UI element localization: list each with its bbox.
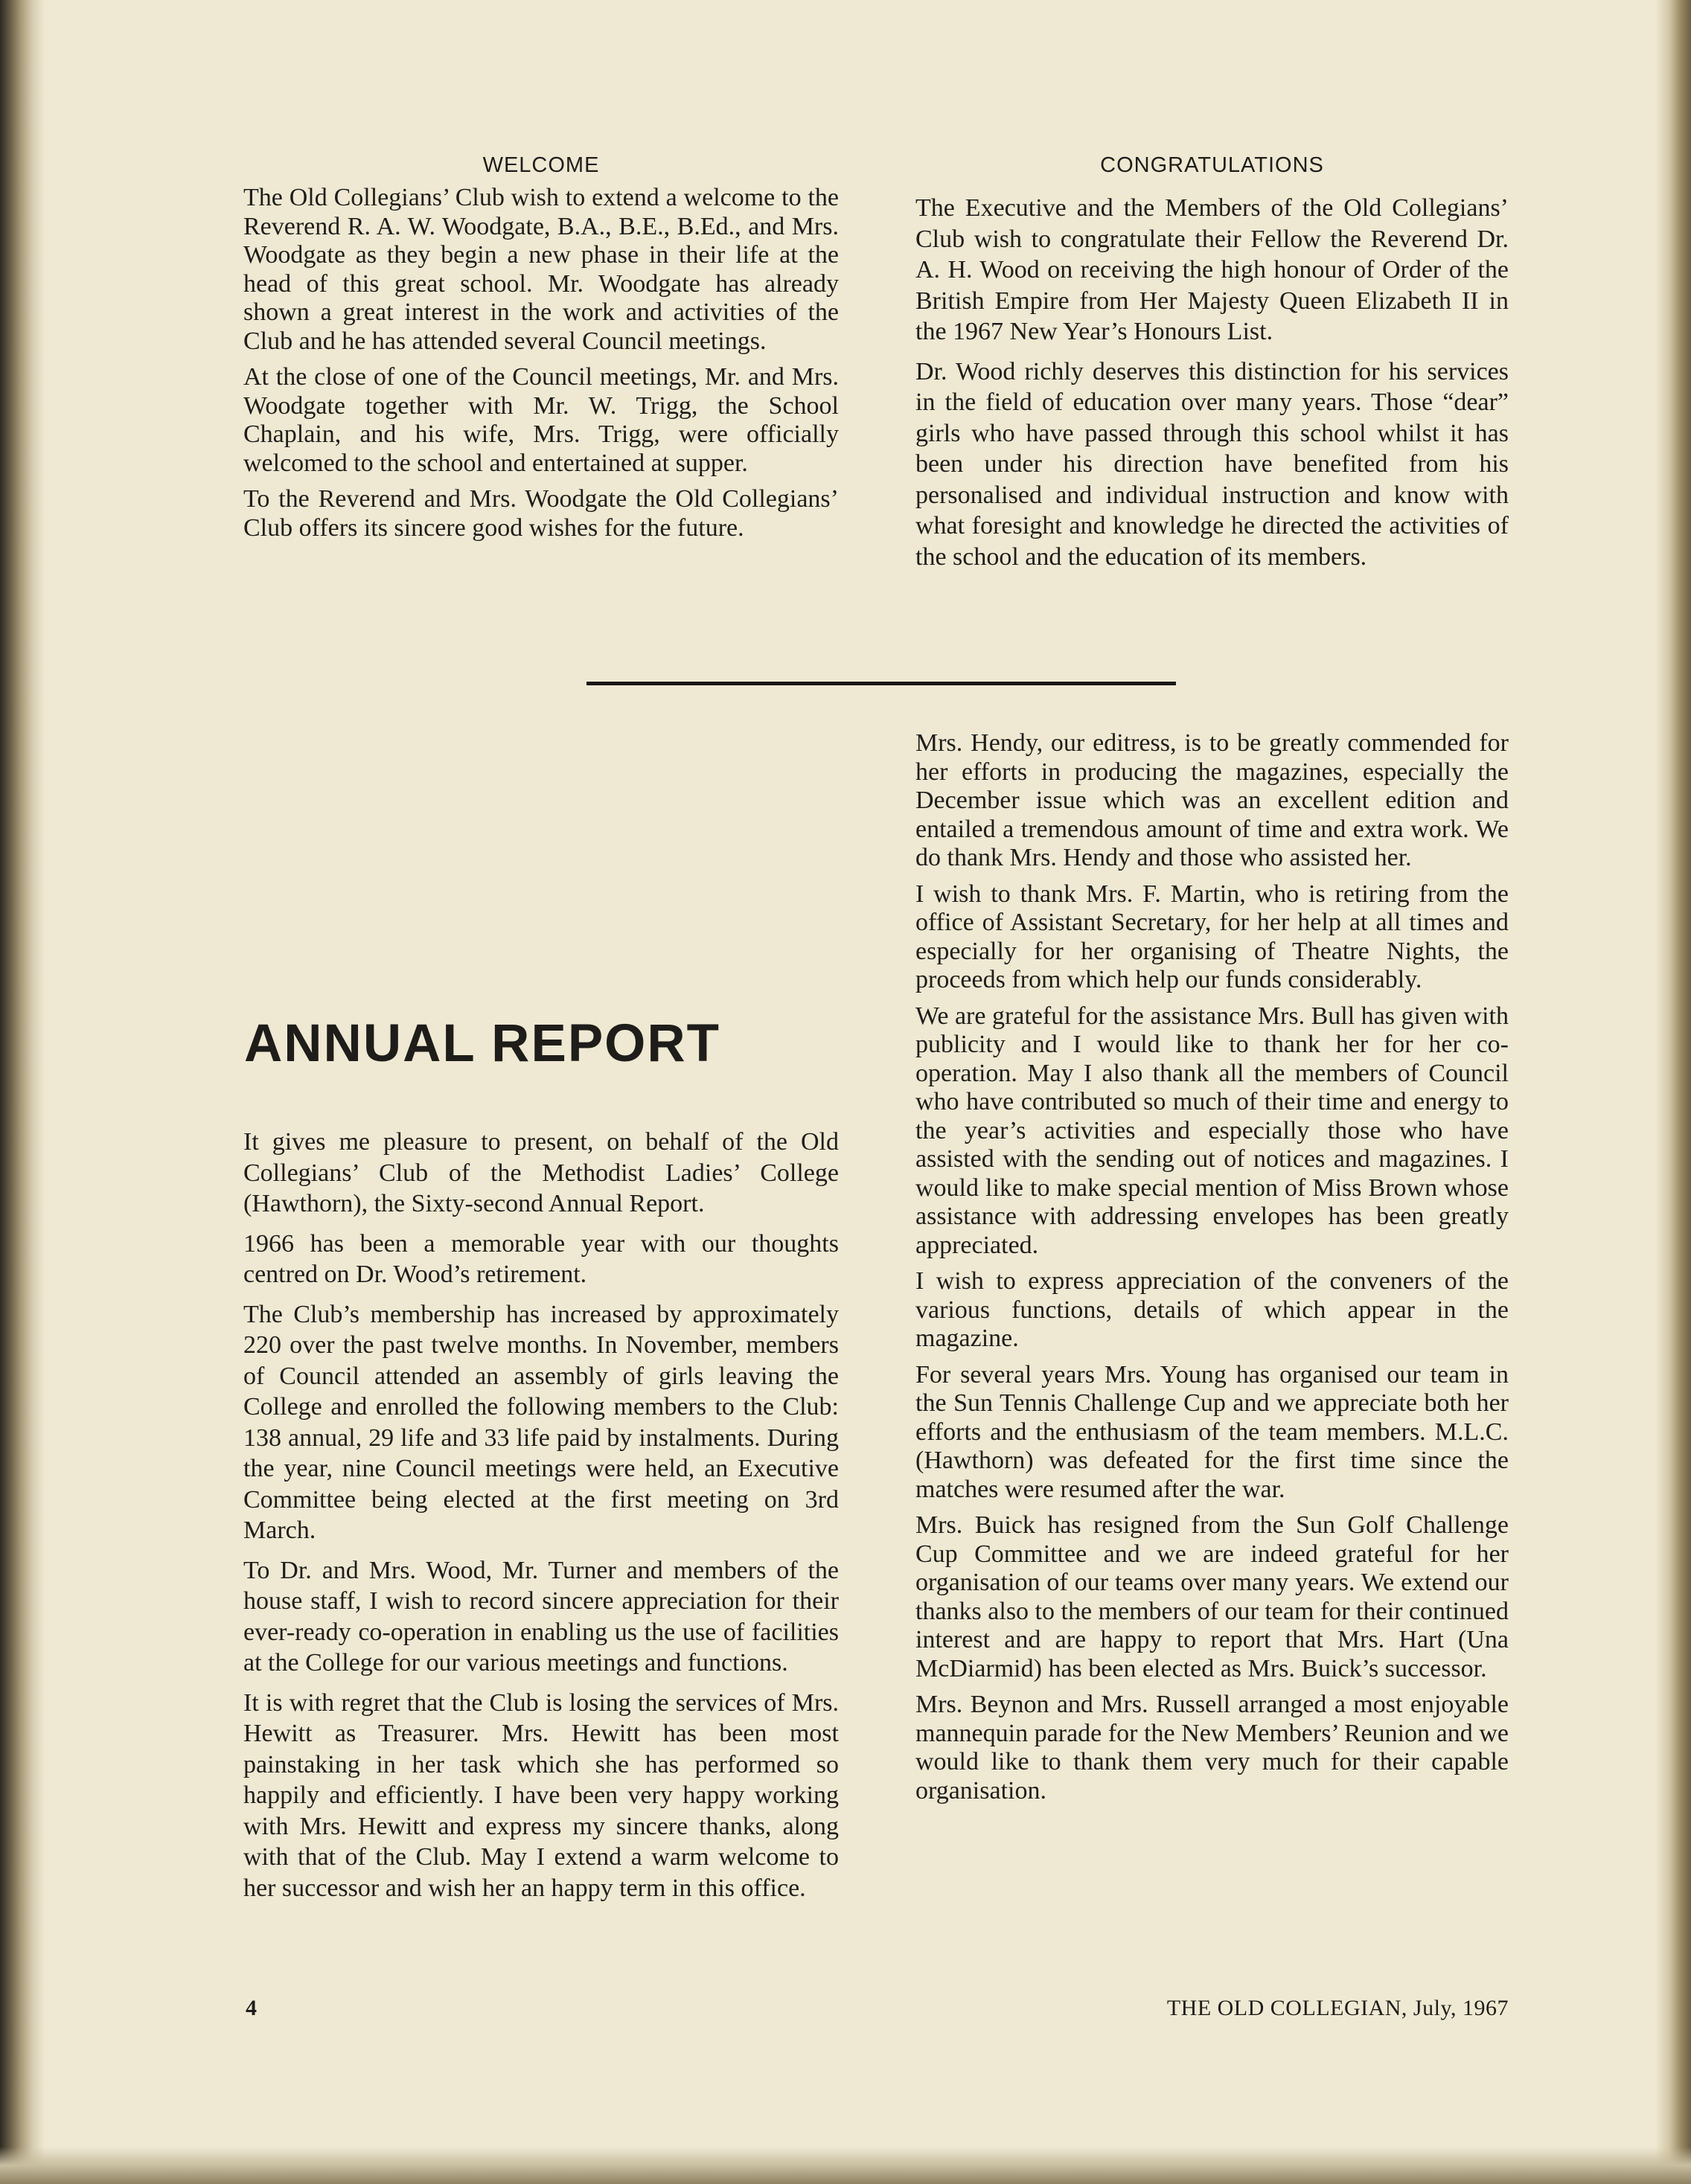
- book-binding-right: [1655, 0, 1691, 2184]
- book-binding-left: [0, 0, 45, 2184]
- report-paragraph: 1966 has been a memorable year with our thoughts centred on Dr. Wood’s retirement.: [243, 1229, 839, 1288]
- welcome-section: [243, 153, 839, 542]
- annual-report-right-column: [915, 729, 1509, 1805]
- congratulations-heading: CONGRATULATIONS: [1100, 153, 1324, 177]
- section-divider: [586, 682, 1176, 685]
- welcome-paragraph: At the close of one of the Council meetings, Mr. and Mrs. Woodgate together with Mr. W. Trigg, the School Chaplain, and his wife, Mrs. Trigg, were officially welcomed to the school and entertained at supper.: [243, 363, 839, 477]
- congratulations-section: [915, 153, 1509, 572]
- report-paragraph: Mrs. Hendy, our editress, is to be greatly commended for her efforts in producing the magazines, especially the December issue which was an excellent edition and entailed a tremendous amount of time and extra work. We do thank Mrs. Hendy and those who assisted her.: [915, 729, 1509, 871]
- welcome-paragraph: To the Reverend and Mrs. Woodgate the Old Collegians’ Club offers its sincere good wishes for the future.: [243, 485, 839, 542]
- report-paragraph: I wish to thank Mrs. F. Martin, who is retiring from the office of Assistant Secretary, for her help at all times and especially for her organising of Theatre Nights, the proceeds from which help our funds considerably.: [915, 880, 1509, 993]
- publication-footer: THE OLD COLLEGIAN, July, 1967: [1166, 1996, 1509, 2020]
- report-paragraph: The Club’s membership has increased by approximately 220 over the past twelve months. In November, members of Council attended an assembly of girls leaving the College and enrolled the following members to the Club: 138 annual, 29 life and 33 life paid by instalments. During the year, nine Council meetings were held, an Executive Committee being elected at the first meeting on 3rd March.: [243, 1300, 839, 1544]
- annual-report-left-column: [243, 1127, 839, 1903]
- report-paragraph: Mrs. Buick has resigned from the Sun Golf Challenge Cup Committee and we are indeed grateful for her organisation of our teams over many years. We extend our thanks also to the members of our team for their continued interest and are happy to report that Mrs. Hart (Una McDiarmid) has been elected as Mrs. Buick’s successor.: [915, 1511, 1509, 1682]
- report-paragraph: To Dr. and Mrs. Wood, Mr. Turner and members of the house staff, I wish to record sincere appreciation for their ever-ready co-operation in enabling us the use of facilities at the College for our various meetings and functions.: [243, 1556, 839, 1677]
- welcome-body: [243, 184, 839, 542]
- report-paragraph: I wish to express appreciation of the conveners of the various functions, details of which appear in the magazine.: [915, 1267, 1509, 1352]
- report-paragraph: It is with regret that the Club is losing the services of Mrs. Hewitt as Treasurer. Mrs. Hewitt has been most painstaking in her task which she has performed so happily and efficiently. I have been very happy working with Mrs. Hewitt and express my sincere thanks, along with that of the Club. May I extend a warm welcome to her successor and wish her an happy term in this office.: [243, 1688, 839, 1902]
- welcome-heading: WELCOME: [482, 153, 600, 177]
- book-binding-bottom: [0, 2147, 1691, 2184]
- congratulations-body: [915, 193, 1509, 572]
- report-paragraph: Mrs. Beynon and Mrs. Russell arranged a most enjoyable mannequin parade for the New Members’ Reunion and we would like to thank them very much for their capable organisation.: [915, 1691, 1509, 1804]
- congratulations-paragraph: The Executive and the Members of the Old Collegians’ Club wish to congratulate their Fellow the Reverend Dr. A. H. Wood on receiving the high honour of Order of the British Empire from Her Majesty Queen Elizabeth II in the 1967 New Year’s Honours List.: [915, 194, 1509, 345]
- annual-report-title: ANNUAL REPORT: [244, 1014, 721, 1073]
- report-paragraph: We are grateful for the assistance Mrs. Bull has given with publicity and I would like to thank her for her co-operation. May I also thank all the members of Council who have contributed so much of their time and energy to the year’s activities and especially those who have assisted with the sending out of notices and magazines. I would like to make special mention of Miss Brown whose assistance with addressing envelopes has been greatly appreciated.: [915, 1002, 1509, 1259]
- page-number: 4: [246, 1996, 257, 2020]
- report-paragraph: For several years Mrs. Young has organised our team in the Sun Tennis Challenge Cup and we appreciate both her efforts and the enthusiasm of the team members. M.L.C. (Hawthorn) was defeated for the first time since the matches were resumed after the war.: [915, 1360, 1509, 1503]
- welcome-paragraph: The Old Collegians’ Club wish to extend a welcome to the Reverend R. A. W. Woodgate, B.A., B.E., B.Ed., and Mrs. Woodgate as they begin a new phase in their life at the head of this great school. Mr. Woodgate has already shown a great interest in the work and activities of the Club and he has attended several Council meetings.: [243, 184, 839, 355]
- report-paragraph: It gives me pleasure to present, on behalf of the Old Collegians’ Club of the Methodist Ladies’ College (Hawthorn), the Sixty-second Annual Report.: [243, 1128, 839, 1217]
- congratulations-paragraph: Dr. Wood richly deserves this distinction for his services in the field of education over many years. Those “dear” girls who have passed through this school whilst it has been under his direction have benefited from his personalised and individual instruction and know with what foresight and knowledge he directed the activities of the school and the education of its members.: [915, 357, 1509, 571]
